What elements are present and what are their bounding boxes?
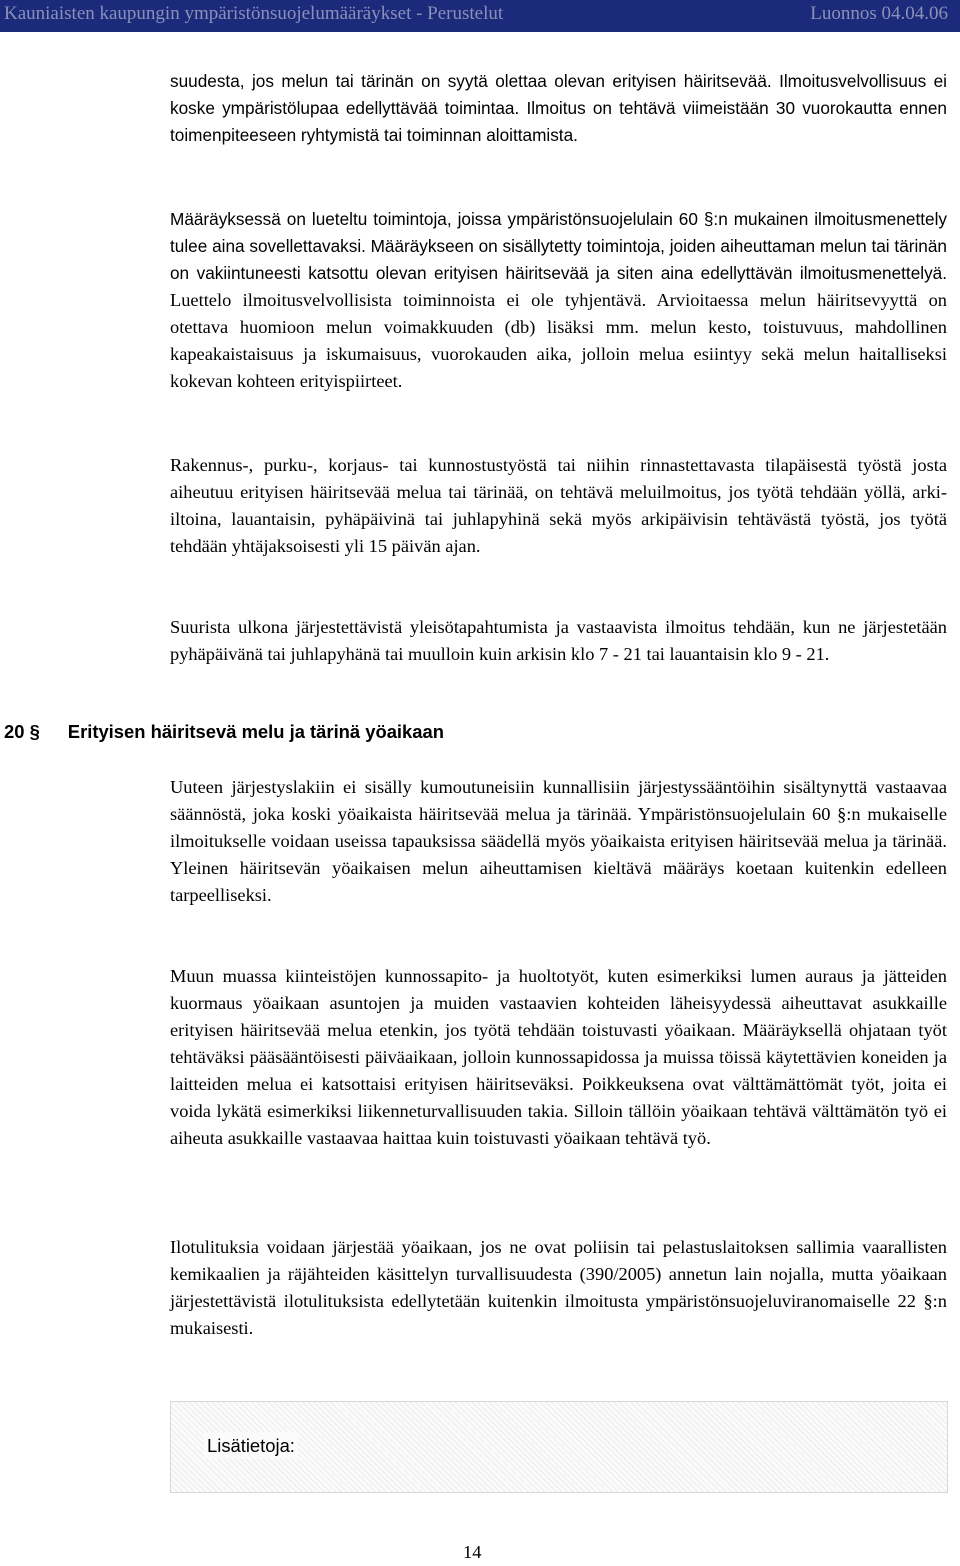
listed-activities-assessment: Luettelo ilmoitusvelvollisista toiminnoista ei ole tyhjentävä. Arvioitaessa melun häiritsevyyttä on otettava huomioon melun voimakkuuden (db) lisäksi mm. melun kesto, toistuvuus, mahdollinen kapeakaistaisuus ja iskumaisuus, vuorokauden aika, jolloin melua esiintyy sekä melun haitalliseksi kokevan kohteen erityispiirteet. (170, 290, 947, 391)
paragraph-maintenance-work: Muun muassa kiinteistöjen kunnossapito- ja huoltotyöt, kuten esimerkiksi lumen auraus ja jätteiden kuormaus yöaikaan asuntojen ja muiden vastaavien kohteiden läheisyydessä aiheuttavat asukkaille erityisen häiritsevää melua etenkin, jos työtä tehdään toistuvasti yöaikaan. Määräyksellä ohjataan työt tehtäväksi pääsääntöisesti päiväaikaan, jolloin kunnossapidossa ja muissa töissä käytettävien koneiden ja laitteiden melua ei katsottaisi erityisen häiritseväksi. Poikkeuksena ovat välttämättömät työt, joita ei voida lykätä esimerkiksi liikenneturvallisuuden takia. Silloin tällöin yöaikaan tehtävä välttämätön työ ei aiheuta asukkaille vastaavaa haittaa kuin toistuvasti yöaikaan tehtävä työ. (170, 966, 947, 1148)
paragraph-construction-noise: Rakennus-, purku-, korjaus- tai kunnostustyöstä tai niihin rinnastettavasta tilapäisestä työstä josta aiheutuu erityisen häiritsevää melua tai tärinää, on tehtävä meluilmoitus, jos työtä tehdään yöllä, arki-iltoina, lauantaisin, pyhäpäivinä tai juhlapyhinä sekä myös arkipäivisin tehtävästä työstä, jos työtä tehdään yhtäjaksoisesti yli 15 päivän ajan. (170, 455, 947, 556)
listed-activities-inclusion: Määräykseen on sisällytetty toimintoja, joiden aiheuttaman melun tai tärinän on vakiintuneesti katsottu olevan erityisen häiritsevää ja siten aina edellyttävän ilmoitusmenettelyä. (170, 236, 947, 283)
page-number: 14 (463, 1542, 482, 1562)
section-title: Erityisen häiritsevä melu ja tärinä yöaikaan (67, 721, 444, 742)
paragraph-fireworks: Ilotulituksia voidaan järjestää yöaikaan, jos ne ovat poliisin tai pelastuslaitoksen sallimia vaarallisten kemikaalien ja räjähteiden käsittelyn turvallisuudesta (390/2005) annetun lain nojalla, mutta yöaikaan järjestettävistä ilotulituksista edellytetään kuitenkin ilmoitusta ympäristönsuojeluviranomaiselle 22 §:n mukaisesti. (170, 1237, 947, 1338)
paragraph-notification-deadline: suudesta, jos melun tai tärinän on syytä olettaa olevan erityisen häiritsevää. Ilmoitusvelvollisuus ei koske ympäristölupaa edellyttävää toimintaa. Ilmoitus on tehtävä viimeistään 30 vuorokautta ennen toimenpiteeseen ryhtymistä tai toiminnan aloittamista. (170, 71, 947, 145)
page-header (0, 0, 960, 32)
paragraph-listed-activities (170, 206, 947, 395)
paragraph-public-events: Suurista ulkona järjestettävistä yleisötapahtumista ja vastaavista ilmoitus tehdään, kun ne järjestetään pyhäpäivänä tai juhlapyhänä tai muulloin kuin arkisin klo 7 - 21 tai lauantaisin klo 9 - 21. (170, 617, 947, 664)
info-box-label: Lisätietoja: (204, 1432, 298, 1459)
draft-date: Luonnos 04.04.06 (810, 3, 948, 24)
document-title: Kauniaisten kaupungin ympäristönsuojelumääräykset - Perustelut (4, 3, 504, 24)
paragraph-public-order-law: Uuteen järjestyslakiin ei sisälly kumoutuneisiin kunnallisiin järjestyssääntöihin sisältynyttä vastaavaa säännöstä, joka koski yöaikaista häiritsevää melua ja tärinää. Ympäristönsuojelulain 60 §:n mukaiselle ilmoitukselle voidaan useissa tapauksissa säädellä myös yöaikaista erityisen häiritsevää melua ja tärinää. Yleinen häiritsevän yöaikaisen melun aiheuttamisen kieltävä määräys koetaan kuitenkin edelleen tarpeelliseksi. (170, 777, 947, 905)
info-box (170, 1401, 948, 1493)
listed-activities-intro: Määräyksessä on lueteltu toimintoja, joissa ympäristönsuojelulain 60 §:n mukainen ilmoitusmenettely tulee aina sovellettavaksi. (170, 209, 947, 256)
section-heading (4, 718, 444, 746)
section-number: 20 § (4, 721, 40, 742)
